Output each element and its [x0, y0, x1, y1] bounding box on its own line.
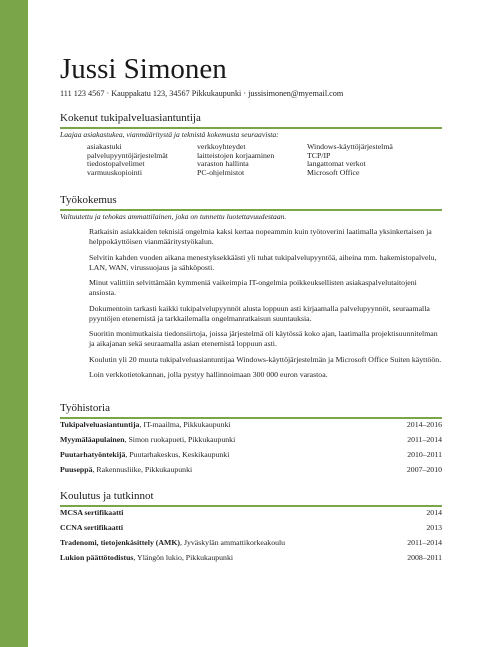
work-paragraphs — [89, 227, 445, 386]
education-row — [60, 538, 442, 553]
job-place: , Rakennusliike, Pikkukaupunki — [92, 465, 193, 474]
work-paragraph: Minut valittiin selvittämään kymmeniä vaikeimpia IT-ongelmia poikkeuksellisten asiakaspalvelutaitojeni ansiosta. — [89, 278, 417, 297]
history-row — [60, 435, 442, 450]
skill-item: Windows-käyttöjärjestelmä — [307, 142, 393, 151]
skill-item: Microsoft Office — [307, 168, 360, 178]
degree-place: , Jyväskylän ammattikorkeakoulu — [180, 538, 286, 547]
skill-item: tiedostopalvelimet — [87, 159, 145, 169]
degree-title: MCSA sertifikaatti — [60, 508, 124, 517]
history-list — [60, 420, 442, 480]
work-paragraph: Koulutin yli 20 muuta tukipalveluasiantuntijaa Windows-käyttöjärjestelmän ja Microsoft Office Suiten käyttöön. — [89, 354, 442, 364]
skill-item: PC-ohjelmistot — [197, 168, 245, 178]
history-section-title: Työhistoria — [60, 402, 110, 414]
job-title: Puutarhatyöntekijä — [60, 450, 126, 459]
job-title: Tukipalveluasiantuntija — [60, 420, 140, 429]
skill-item: langattomat verkot — [307, 159, 366, 169]
skills-column-1 — [87, 143, 168, 178]
job-years: 2007–2010 — [406, 465, 442, 474]
education-row — [60, 523, 442, 538]
job-place: , IT-maailma, Pikkukaupunki — [139, 420, 231, 429]
skill-item: laitteistojen korjaaminen — [197, 150, 275, 160]
skills-column-2 — [197, 143, 274, 178]
history-row — [60, 450, 442, 465]
work-paragraph: Selvitin kahden vuoden aikana menestyksekkäästi yli tuhat tukipalvelupyyntöä, aiheina mm. hakemistopalvelu, LAN, WAN, virussuojaus ja sähköposti. — [89, 252, 437, 272]
side-color-bar — [0, 0, 28, 647]
skills-intro: Laajaa asiakastukea, vianmääritystä ja teknistä kokemusta seuraavista: — [60, 130, 279, 139]
education-row — [60, 553, 442, 568]
job-years: 2014–2016 — [406, 420, 442, 429]
job-title: Puuseppä — [60, 465, 93, 474]
person-name: Jussi Simonen — [60, 53, 227, 85]
job-title: Myymäläapulainen — [60, 435, 125, 444]
history-divider — [60, 417, 442, 419]
history-row — [60, 420, 442, 435]
job-place: , Simon ruokapueti, Pikkukaupunki — [124, 435, 236, 444]
degree-years: 2014 — [426, 508, 442, 517]
education-section-title: Koulutus ja tutkinnot — [60, 490, 154, 502]
job-place: , Puutarhakeskus, Keskikaupunki — [125, 450, 230, 459]
work-paragraph: Suoritin monimutkaisia tiedonsiirtoja, joissa järjestelmä oli käytössä koko ajan, laatimalla projektisuunnitelman ja aikajanan sekä seuraamalla asian etenemistä loppuun asti. — [89, 329, 438, 348]
education-divider — [60, 505, 442, 507]
work-paragraph: Dokumentoin tarkasti kaikki tukipalvelupyynnöt alusta loppuun asti kirjaamalla palvelupyynnöt, seuraamalla pyyntöjen etenemistä ja tarkkailemalla ongelmanratkaisun suuntauksia. — [89, 303, 430, 323]
history-row — [60, 465, 442, 480]
job-years: 2011–2014 — [407, 435, 442, 444]
skill-item: TCP/IP — [307, 150, 331, 160]
job-years: 2010–2011 — [407, 450, 442, 459]
degree-years: 2008–2011 — [407, 553, 442, 562]
skills-divider — [60, 127, 442, 129]
skill-item: asiakastuki — [87, 142, 122, 151]
education-list — [60, 508, 442, 568]
work-section-title: Työkokemus — [60, 194, 117, 206]
skill-item: verkkoyhteydet — [197, 142, 246, 151]
education-row — [60, 508, 442, 523]
degree-title: CCNA sertifikaatti — [60, 523, 124, 532]
degree-title: Lukion päättötodistus — [60, 553, 134, 562]
degree-years: 2013 — [426, 523, 442, 532]
skill-item: varaston hallinta — [197, 159, 249, 169]
work-paragraph: Loin verkkotietokannan, jolla pystyy hallinnoimaan 300 000 euron varastoa. — [89, 370, 328, 379]
degree-title: Tradenomi, tietojenkäsittely (AMK) — [60, 538, 181, 547]
degree-years: 2011–2014 — [407, 538, 442, 547]
work-intro: Valtuutettu ja tehokas ammattilainen, joka on tunnettu luotettavuudestaan. — [60, 212, 287, 221]
skills-column-3 — [307, 143, 393, 178]
degree-place: , Ylängön lukio, Pikkukaupunki — [133, 553, 234, 562]
skill-item: varmuuskopiointi — [87, 168, 143, 178]
contact-info: 111 123 4567 · Kauppakatu 123, 34567 Pikkukaupunki · jussisimonen@myemail.com — [60, 89, 344, 98]
work-divider — [60, 209, 442, 211]
skills-section-title: Kokenut tukipalveluasiantuntija — [60, 112, 201, 124]
skill-item: palvelupyyntöjärjestelmät — [87, 150, 168, 160]
work-paragraph: Ratkaisin asiakkaiden teknisiä ongelmia kaksi kertaa nopeammin kuin työtoverini laatimalla yksinkertaisen ja helppokäyttöisen vianmääritystyökalun. — [89, 227, 432, 246]
